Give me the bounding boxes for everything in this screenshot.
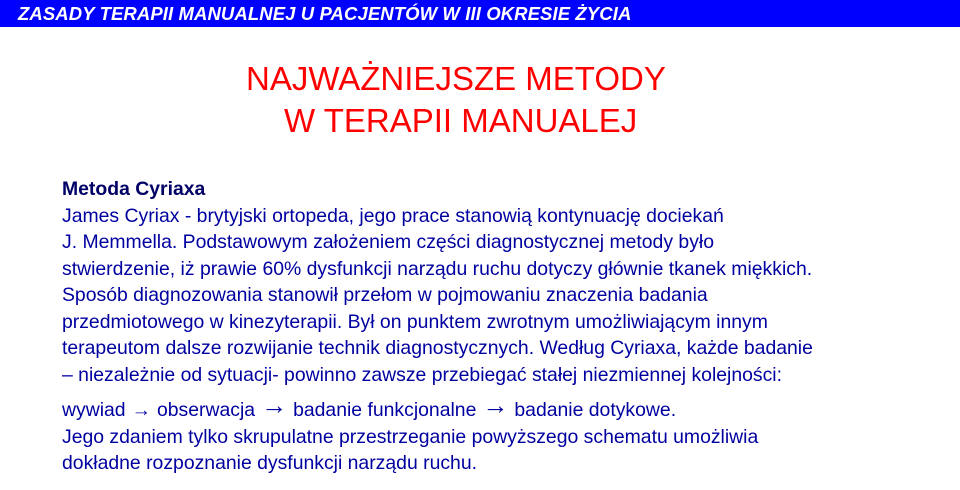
sequence-step-functional: badanie funkcjonalne [293, 399, 477, 421]
slide-title [246, 58, 716, 142]
sequence-step-palpation: badanie dotykowe. [514, 399, 677, 421]
paragraph-line: Sposób diagnozowania stanowił przełom w pojmowaniu znaczenia badania [62, 284, 708, 306]
paragraph-line: James Cyriax - brytyjski ortopeda, jego prace stanowią kontynuację dociekań [62, 204, 724, 227]
arrow-right-icon: → [131, 399, 151, 421]
arrow-right-icon: → [482, 390, 509, 420]
paragraph-line: – niezależnie od sytuacji- powinno zawsze przebiegać stałej niezmiennej kolejności: [62, 363, 783, 386]
paragraph-line: terapeutom dalsze rozwijanie technik diagnostycznych. Według Cyriaxa, każde badanie [62, 337, 813, 359]
paragraph-line: stwierdzenie, iż prawie 60% dysfunkcji narządu ruchu dotyczy głównie tkanek miękkich. [62, 257, 813, 280]
header-title: ZASADY TERAPII MANUALNEJ U PACJENTÓW W III OKRESIE ŻYCIA [18, 3, 632, 24]
sequence-step-observation: obserwacja [156, 399, 256, 421]
closing-line: dokładne rozpoznanie dysfunkcji narządu ruchu. [62, 452, 478, 474]
section-heading: Metoda Cyriaxa [62, 178, 206, 200]
slide-title-line-1: NAJWAŻNIEJSZE METODY [246, 60, 666, 97]
arrow-right-icon: → [261, 390, 288, 420]
content-body [62, 176, 942, 477]
examination-sequence [62, 390, 942, 424]
closing-line: Jego zdaniem tylko skrupulatne przestrzeganie powyższego schematu umożliwia [62, 425, 759, 448]
sequence-step-history: wywiad [62, 399, 126, 421]
paragraph-line: przedmiotowego w kinezyterapii. Był on punktem zwrotnym umożliwiającym innym [62, 310, 768, 333]
header-bar [0, 0, 960, 27]
slide-title-line-2: W TERAPII MANUALEJ [284, 102, 638, 139]
paragraph-line: J. Memmella. Podstawowym założeniem części diagnostycznej metody było [62, 231, 715, 253]
